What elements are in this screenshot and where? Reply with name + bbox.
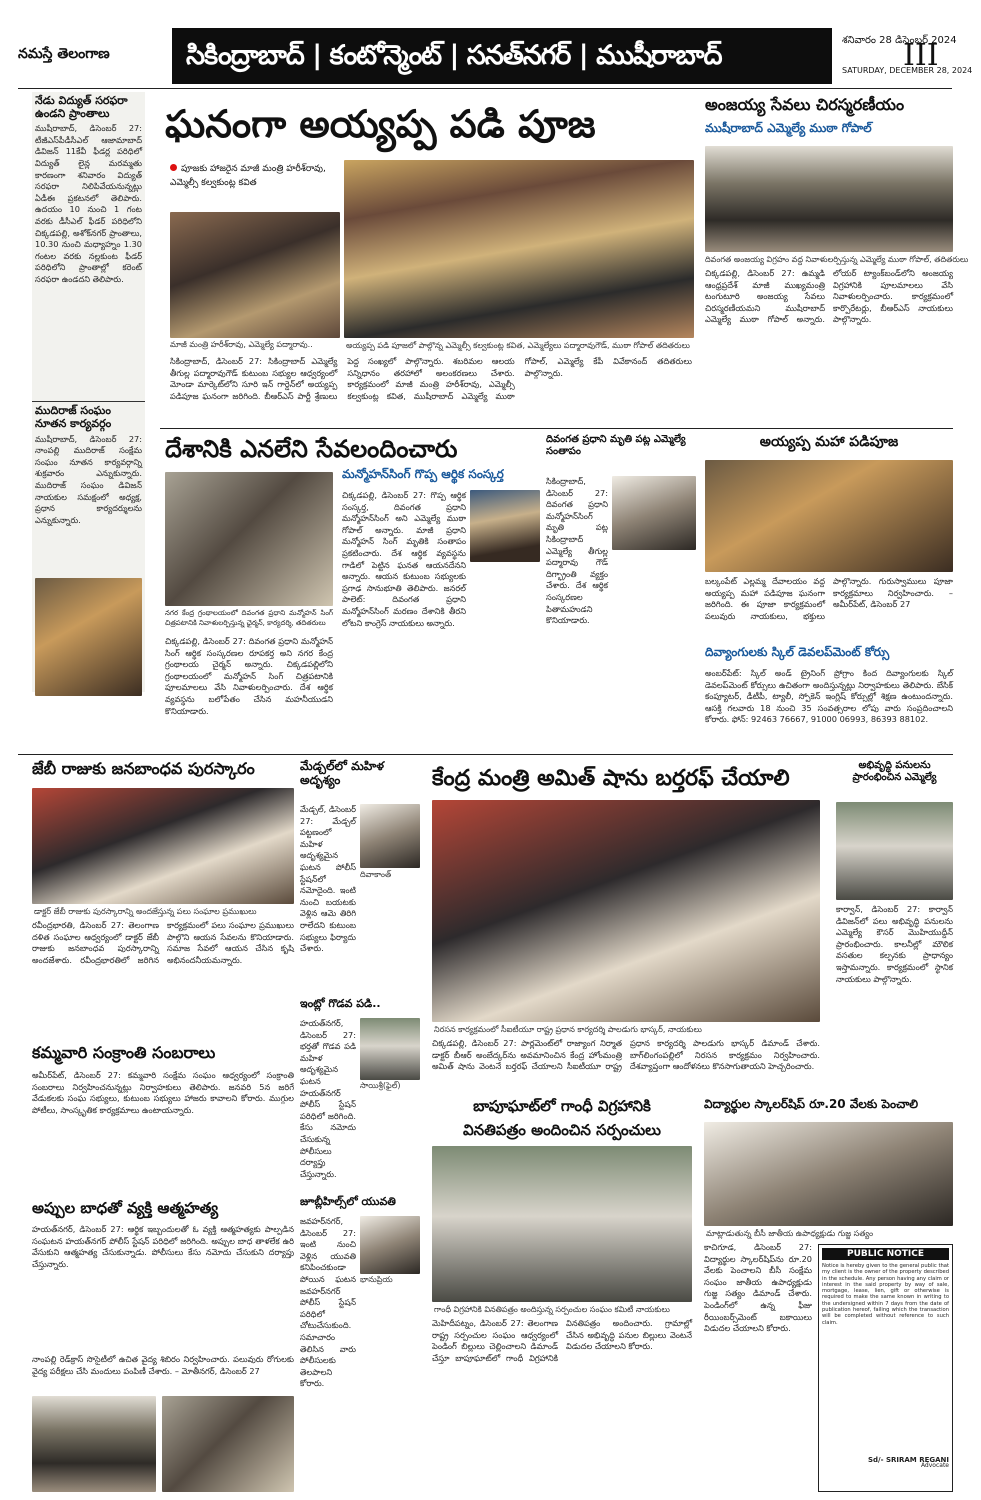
mudiraj-body: ముషీరాబాద్, డిసెంబర్ 27: నాంపల్లి ముదిరాజ్ సంక్షేమ సంఘం నూతన కార్యవర్గాన్ని శుక్రవారం ఎన్నుకున్నారు. ముదిరాజ్ సంఘం డివిజన్ నాయకుల సమక్షంలో అధ్యక్ష, ప్రధాన కార్యదర్శులను ఎన్నుకున్నారు. xyxy=(35,433,142,525)
notice-signature-name: Sd/- SRIRAM REGANI xyxy=(868,1456,949,1464)
bullet-icon xyxy=(170,164,177,171)
notice-signature-role: Advocate xyxy=(920,1462,949,1470)
anjaiah-body: చిక్కడపల్లి, డిసెంబర్ 27: ఉమ్మడి ఆంధ్రప్రదేశ్ మాజీ ముఖ్యమంత్రి టంగుటూరి అంజయ్య సేవలు చిరస్మరణీయమని ముషీరాబాద్ ఎమ్మెల్యే ముఠా గోపాల్ అన్నారు. లోయర్ ట్యాంక్‌బండ్‌లోని అంజయ్య విగ్రహానికి పూలమాలలు వేసి నివాళులర్పించారు. కార్యక్రమంలో కార్పొరేటర్లు, బీఆర్ఎస్ నాయకులు పాల్గొన్నారు. xyxy=(705,268,953,325)
amit-shah-headline: కేంద్ర మంత్రి అమిత్ షాను బర్తరఫ్ చేయాలి xyxy=(432,766,790,791)
missing-headline: ఇంట్లో గొడవ పడి.. xyxy=(300,997,381,1010)
maha-padipooja-body: బల్కంపేట్ ఎల్లమ్మ దేవాలయం వద్ద అయ్యప్ప మహా పడిపూజ ఘనంగా జరిగింది. ఈ పూజా కార్యక్రమంలో పలువురు నాయకులు, భక్తులు పాల్గొన్నారు. గురుస్వాములు పూజా కార్యక్రమాలు నిర్వహించారు. – అమీర్‌పేట్, డిసెంబర్ 27 xyxy=(705,576,953,621)
jb-raju-body: రవీంద్రభారతి, డిసెంబర్ 27: తెలంగాణ దళిత సంఘాల ఆధ్వర్యంలో డాక్టర్ జేబీ రాజుకు జనబాంధవ పురస్కారాన్ని అందజేశారు. రవీంద్రభారతిలో జరిగిన కార్యక్రమంలో పలు సంఘాల ప్రముఖులు పాల్గొని ఆయన సేవలను కొనియాడారు. సమాజ సేవలో ఆయన చేసిన కృషి అభినందనీయమన్నారు. xyxy=(32,920,294,965)
kammavari-body: అమీర్‌పేట్, డిసెంబర్ 27: కమ్మవారి సంక్షేమ సంఘం ఆధ్వర్యంలో సంక్రాంతి సంబరాలు నిర్వహించనున్నట్లు నిర్వాహకులు తెలిపారు. జనవరి 5న జరిగే వేడుకలకు సంఘ సభ్యులు, కుటుంబ సభ్యులు హాజరు కావాలని కోరారు. ముగ్గుల పోటీలు, సాంస్కృతిక కార్యక్రమాలు ఉంటాయన్నారు. xyxy=(32,1070,294,1115)
jubilee-headline: జూబ్లీహిల్స్‌లో యువతి xyxy=(300,1195,396,1208)
edition-areas-bar: సికింద్రాబాద్ | కంటోన్మెంట్ | సనత్‌నగర్ | ముషీరాబాద్ xyxy=(172,28,832,84)
scholarship-headline: విద్యార్థుల స్కాలర్‌షిప్ రూ.20 వేలకు పెంచాలి xyxy=(704,1097,919,1111)
kammavari-headline: కమ్మవారి సంక్రాంతి సంబరాలు xyxy=(32,1043,216,1062)
harish-photo-caption: మాజీ మంత్రి హరీశ్‌రావు, ఎమ్మెల్యే పద్మారావు.. xyxy=(170,340,313,349)
medical-camp-photo xyxy=(32,1396,156,1492)
condolence-body: సికింద్రాబాద్, డిసెంబర్ 27: దివంగత ప్రధాని మన్మోహన్‌సింగ్ మృతి పట్ల సికింద్రాబాద్ ఎమ్మెల్యే తీగుల్ల పద్మారావు గౌడ్ దిగ్భ్రాంతి వ్యక్తం చేశారు. దేశ ఆర్థిక సంస్కరణల పితామహుడని కొనియాడారు. xyxy=(546,476,608,626)
medchal-headline: మేడ్చల్‌లో మహిళ అదృశ్యం xyxy=(300,759,385,787)
anjaiah-photo xyxy=(705,146,953,252)
missing-woman-photo xyxy=(360,1018,420,1080)
manmohan-mla-photo xyxy=(470,490,540,562)
bullet-text: పూజకు హాజరైన మాజీ మంత్రి హరీశ్‌రావు, ఎమ్మెల్సీ కల్వకుంట్ల కవిత xyxy=(170,164,326,188)
manmohan-body: చిక్కడపల్లి, డిసెంబర్ 27: గొప్ప ఆర్థిక సంస్కర్త, దివంగత ప్రధాని మన్మోహన్‌సింగ్ అని ఎమ్మెల్యే ముఠా గోపాల్ అన్నారు. మాజీ ప్రధాని మన్మోహన్ సింగ్ మృతికి సంతాపం ప్రకటించారు. దేశ ఆర్థిక వ్యవస్థను గాడిలో పెట్టిన ఘనత ఆయనదేనని అన్నారు. ఆయన కుటుంబ సభ్యులకు ప్రగాఢ సానుభూతి తెలిపారు. జనరల్ పాలెట్: దివంగత ప్రధాని మన్మోహన్‌సింగ్ మరణం దేశానికి తీరని లోటని కాంగ్రెస్ నాయకులు అన్నారు. xyxy=(342,490,466,628)
medchal-missing-photo xyxy=(360,804,420,868)
jb-raju-headline: జేబీ రాజుకు జనబాంధవ పురస్కారం xyxy=(32,759,255,778)
bapu-headline-2: వినతిపత్రం అందించిన సర్పంచులు xyxy=(462,1121,661,1139)
jubilee-missing-photo xyxy=(360,1216,420,1274)
power-cut-body: ముషీరాబాద్, డిసెంబర్ 27: టీజీఎస్‌పీడీసీఎల్ ఆజామాబాద్ డివిజన్ 11కేవీ ఫీడర్ల పరిధిలో విద్యుత్ లైన్ల మరమ్మతు కారణంగా శనివారం విద్యుత్ సరఫరా నిలిపివేయనున్నట్లు ఏడీఈ ప్రకటనలో తెలిపారు. ఉదయం 10 నుంచి 1 గంట వరకు డీసీఎల్ ఫీడర్ పరిధిలోని చిక్కడపల్లి, అశోక్‌నగర్ ప్రాంతాలు, 10.30 నుంచి మధ్యాహ్నం 1.30 గంటల వరకు నల్లకుంట ఫీడర్ పరిధిలోని ప్రాంతాల్లో కరెంట్ సరఫరా ఉండదని తెలిపారు. xyxy=(35,123,142,284)
jb-raju-caption: డాక్టర్ జేబీ రాజుకు పురస్కారాన్ని అందజేస్తున్న పలు సంఘాల ప్రముఖులు xyxy=(34,907,257,916)
padmarao-photo xyxy=(612,476,696,550)
ayyappa-bullet-subhead xyxy=(170,162,342,210)
development-photo xyxy=(836,802,953,900)
skill-body: అంబర్‌పేట్: స్కిల్ అండ్ ట్రైనింగ్ ప్రోగ్రాం కింద దివ్యాంగులకు స్కిల్ డెవలప్‌మెంట్ కోర్సులు ఉచితంగా అందిస్తున్నట్లు నిర్వాహకులు తెలిపారు. బేసిక్ కంప్యూటర్, డీటీపీ, ట్యాలీ, స్పోకెన్ ఇంగ్లిష్ కోర్సుల్లో శిక్షణ ఉంటుందన్నారు. ఆసక్తి గలవారు 18 నుంచి 35 సంవత్సరాల లోపు వారు సంప్రదించాలని కోరారు. ఫోన్: 92463 76667, 91000 06993, 86393 88102. xyxy=(705,668,953,725)
medchal-body: మేడ్చల్, డిసెంబర్ 27: మేడ్చల్ పట్టణంలో మహిళ అదృశ్యమైన ఘటన పోలీస్ స్టేషన్‌లో నమోదైంది. ఇంటి నుంచి బయటకు వెళ్లిన ఆమె తిరిగి రాలేదని కుటుంబ సభ్యులు ఫిర్యాదు చేశారు. xyxy=(300,804,356,954)
harish-rao-photo xyxy=(170,212,340,338)
kavitha-pooja-photo xyxy=(344,160,694,338)
service-headline: దేశానికి ఎనలేని సేవలందించారు xyxy=(165,435,458,463)
newspaper-brand: నమస్తే తెలంగాణ xyxy=(18,46,110,62)
page-number: III xyxy=(903,38,939,73)
public-notice-body: Notice is hereby given to the general public that my client is the owner of the property described in the schedule. Any person having any claim or interest in the said property by way of sale, mortgage, lease, lien, gift or otherwise is required to make the same known in writing to the undersigned within 7 days from the date of publication hereof, failing which the transaction will be completed without reference to such claim. xyxy=(822,1263,949,1326)
scholarship-photo xyxy=(704,1122,953,1226)
skill-headline: దివ్యాంగులకు స్కిల్ డెవలప్‌మెంట్ కోర్సు xyxy=(705,645,890,659)
anjaiah-caption: దివంగత అంజయ్య విగ్రహం వద్ద నివాళులర్పిస్తున్న ఎమ్మెల్యే ముఠా గోపాల్, తదితరులు xyxy=(705,255,969,264)
date-telugu: శనివారం 28 డిసెంబర్ 2024 xyxy=(842,35,957,46)
left-column-panel xyxy=(32,92,145,692)
suicide-body: హయత్‌నగర్, డిసెంబర్ 27: ఆర్థిక ఇబ్బందులతో ఓ వ్యక్తి ఆత్మహత్యకు పాల్పడిన సంఘటన హయత్‌నగర్ పోలీస్ స్టేషన్ పరిధిలో జరిగింది. అప్పుల బాధ తాళలేక ఉరి వేసుకుని ఆత్మహత్య చేసుకున్నాడు. పోలీసులు కేసు నమోదు చేసుకుని దర్యాప్తు చేస్తున్నారు. xyxy=(32,1224,294,1269)
jubilee-body: జవహర్‌నగర్, డిసెంబర్ 27: ఇంటి నుంచి వెళ్లిన యువతి కనిపించకుండా పోయిన ఘటన జవహర్‌నగర్ పోలీస్ స్టేషన్ పరిధిలో చోటుచేసుకుంది. సమాచారం తెలిసిన వారు పోలీసులకు తెలపాలని కోరారు. xyxy=(300,1216,356,1389)
jubilee-photo-caption: భానుప్రియ xyxy=(360,1275,393,1284)
bapu-ghat-photo xyxy=(432,1146,692,1302)
library-body: చిక్కడపల్లి, డిసెంబర్ 27: దివంగత ప్రధాని మన్మోహన్ సింగ్ ఆర్థిక సంస్కరణల రూపకర్త అని నగర కేంద్ర గ్రంథాలయ చైర్మన్ అన్నారు. చిక్కడపల్లిలోని గ్రంథాలయంలో మన్మోహన్ సింగ్ చిత్రపటానికి పూలమాలలు వేసి నివాళులర్పించారు. దేశ ఆర్థిక వ్యవస్థను బలోపేతం చేసిన మహనీయుడని కొనియాడారు. xyxy=(165,636,333,716)
missing-photo-caption: సాయిశ్రీ(ఫైల్) xyxy=(360,1081,401,1090)
protest-caption: నిరసన కార్యక్రమంలో సీఐటీయూ రాష్ట్ర ప్రధాన కార్యదర్శి పాలడుగు భాస్కర్, నాయకులు xyxy=(434,1025,702,1034)
ayyappa-body: సికింద్రాబాద్, డిసెంబర్ 27: సికింద్రాబాద్ ఎమ్మెల్యే తీగుల్ల పద్మారావుగౌడ్ కుటుంబ సభ్యుల ఆధ్వర్యంలో మోండా మార్కెట్‌లోని సూరి ఇన్ గార్డెన్‌లో అయ్యప్ప పడిపూజ ఘనంగా జరిగింది. బీఆర్ఎస్ పార్టీ శ్రేణులు పెద్ద సంఖ్యలో పాల్గొన్నారు. శబరిమల ఆలయ సన్నిధానం తరహాలో అలంకరణలు చేశారు. కార్యక్రమంలో మాజీ మంత్రి హరీశ్‌రావు, ఎమ్మెల్సీ కల్వకుంట్ల కవిత, ముషీరాబాద్ ఎమ్మెల్యే ముఠా గోపాల్, ఎమ్మెల్యే కేపీ వివేకానంద్ తదితరులు పాల్గొన్నారు. xyxy=(170,356,692,401)
header-rule xyxy=(18,88,952,89)
medical-camp-body: నాంపల్లి రెడ్‌క్రాస్ సొసైటీలో ఉచిత వైద్య శిబిరం నిర్వహించారు. పలువురు రోగులకు వైద్య పరీక్షలు చేసి మందులు పంపిణీ చేశారు. – మోతీనగర్, డిసెంబర్ 27 xyxy=(32,1354,294,1376)
mudiraj-headline: ముదిరాజ్ సంఘం నూతన కార్యవర్గం xyxy=(32,401,145,433)
public-notice-box xyxy=(818,1244,953,1492)
anjaiah-subhead: ముషీరాబాద్ ఎమ్మెల్యే ముఠా గోపాల్ xyxy=(705,121,872,135)
suicide-headline: అప్పుల బాధతో వ్యక్తి ఆత్మహత్య xyxy=(32,1199,219,1217)
date-english: SATURDAY, DECEMBER 28, 2024 xyxy=(842,66,973,75)
kavitha-photo-caption: అయ్యప్ప పడి పూజలో పాల్గొన్న ఎమ్మెల్సీ కల్వకుంట్ల కవిత, ఎమ్మెల్యేలు పద్మారావుగౌడ్, ముఠా గోపాల్ తదితరులు xyxy=(346,341,690,350)
maha-padipooja-photo xyxy=(705,460,953,572)
mudiraj-photo xyxy=(35,578,142,696)
power-cut-headline: నేడు విద్యుత్ సరఫరా ఉండని ప్రాంతాలు xyxy=(35,94,128,120)
maha-padipooja-headline: అయ్యప్ప మహా పడిపూజ xyxy=(759,434,899,450)
manmohan-headline: మన్మోహన్‌సింగ్ గొప్ప ఆర్థిక సంస్కర్త xyxy=(342,467,504,481)
scholarship-caption: మాట్లాడుతున్న బీసీ జాతీయ ఉపాధ్యక్షుడు గుజ్జ సత్యం xyxy=(706,1229,874,1238)
missing-body: హయత్‌నగర్, డిసెంబర్ 27: భర్తతో గొడవ పడి మహిళ అదృశ్యమైన ఘటన హయత్‌నగర్ పోలీస్ స్టేషన్ పరిధిలో జరిగింది. కేసు నమోదు చేసుకున్న పోలీసులు దర్యాప్తు చేస్తున్నారు. xyxy=(300,1018,356,1179)
library-tribute-photo xyxy=(165,472,333,606)
section-rule-2 xyxy=(18,754,953,755)
condolence-headline: దివంగత ప్రధాని మృతి పట్ల ఎమ్మెల్యే సంతాపం xyxy=(546,434,686,457)
protest-photo xyxy=(432,800,820,1022)
section-rule xyxy=(160,428,953,429)
public-notice-title: PUBLIC NOTICE xyxy=(822,1248,949,1260)
bapu-caption: గాంధీ విగ్రహానికి వినతిపత్రం అందిస్తున్న సర్పంచుల సంఘం కమిటీ నాయకులు xyxy=(434,1305,670,1314)
medical-camp-photo-2 xyxy=(162,1396,294,1492)
development-headline: అభివృద్ధి పనులను ప్రారంభించిన ఎమ్మెల్యే xyxy=(852,760,937,783)
scholarship-body: కాచిగూడ, డిసెంబర్ 27: విద్యార్థుల స్కాలర్‌షిప్‌ను రూ.20 వేలకు పెంచాలని బీసీ సంక్షేమ సంఘం జాతీయ ఉపాధ్యక్షుడు గుజ్జ సత్యం డిమాండ్ చేశారు. పెండింగ్‌లో ఉన్న ఫీజు రీయింబర్స్‌మెంట్ బకాయిలు విడుదల చేయాలని కోరారు. xyxy=(704,1242,812,1334)
bapu-body: మెహిదీపట్నం, డిసెంబర్ 27: తెలంగాణ రాష్ట్ర సర్పంచుల సంఘం ఆధ్వర్యంలో పెండింగ్ బిల్లులు చెల్లించాలని డిమాండ్ చేస్తూ బాపూఘాట్‌లో గాంధీ విగ్రహానికి వినతిపత్రం అందించారు. గ్రామాల్లో చేసిన అభివృద్ధి పనుల బిల్లులు వెంటనే విడుదల చేయాలని కోరారు. xyxy=(432,1318,692,1363)
medchal-photo-caption: దివాకాంత్ xyxy=(360,870,392,879)
anjaiah-headline: అంజయ్య సేవలు చిరస్మరణీయం xyxy=(705,95,905,114)
protest-body: చిక్కడపల్లి, డిసెంబర్ 27: పార్లమెంట్‌లో రాజ్యాంగ నిర్మాత డాక్టర్ బీఆర్ అంబేద్కర్‌ను అవమానించిన కేంద్ర హోంమంత్రి అమిత్ షాను వెంటనే బర్తరఫ్ చేయాలని సీఐటీయూ రాష్ట్ర ప్రధాన కార్యదర్శి పాలడుగు భాస్కర్ డిమాండ్ చేశారు. బాగ్‌లింగంపల్లిలో నిరసన కార్యక్రమం నిర్వహించారు. దేశవ్యాప్తంగా ఆందోళనలు కొనసాగుతాయని హెచ్చరించారు. xyxy=(432,1038,820,1072)
jb-raju-award-photo xyxy=(32,788,294,904)
library-caption: నగర కేంద్ర గ్రంథాలయంలో దివంగత ప్రధాని మన్మోహన్ సింగ్ చిత్రపటానికి నివాళులర్పిస్తున్న ఛైర్మన్, కార్యదర్శి, తదితరులు xyxy=(165,609,333,627)
ayyappa-headline: ఘనంగా అయ్యప్ప పడి పూజ xyxy=(165,102,596,146)
development-body: కార్వాన్, డిసెంబర్ 27: కార్వాన్ డివిజన్‌లో పలు అభివృద్ధి పనులను ఎమ్మెల్యే కౌసర్ మొహియుద్దీన్ ప్రారంభించారు. కాలనీల్లో మౌలిక వసతుల కల్పనకు ప్రాధాన్యం ఇస్తామన్నారు. కార్యక్రమంలో స్థానిక నాయకులు పాల్గొన్నారు. xyxy=(836,904,953,984)
bapu-headline-1: బాపూఘాట్‌లో గాంధీ విగ్రహానికి xyxy=(473,1097,651,1115)
